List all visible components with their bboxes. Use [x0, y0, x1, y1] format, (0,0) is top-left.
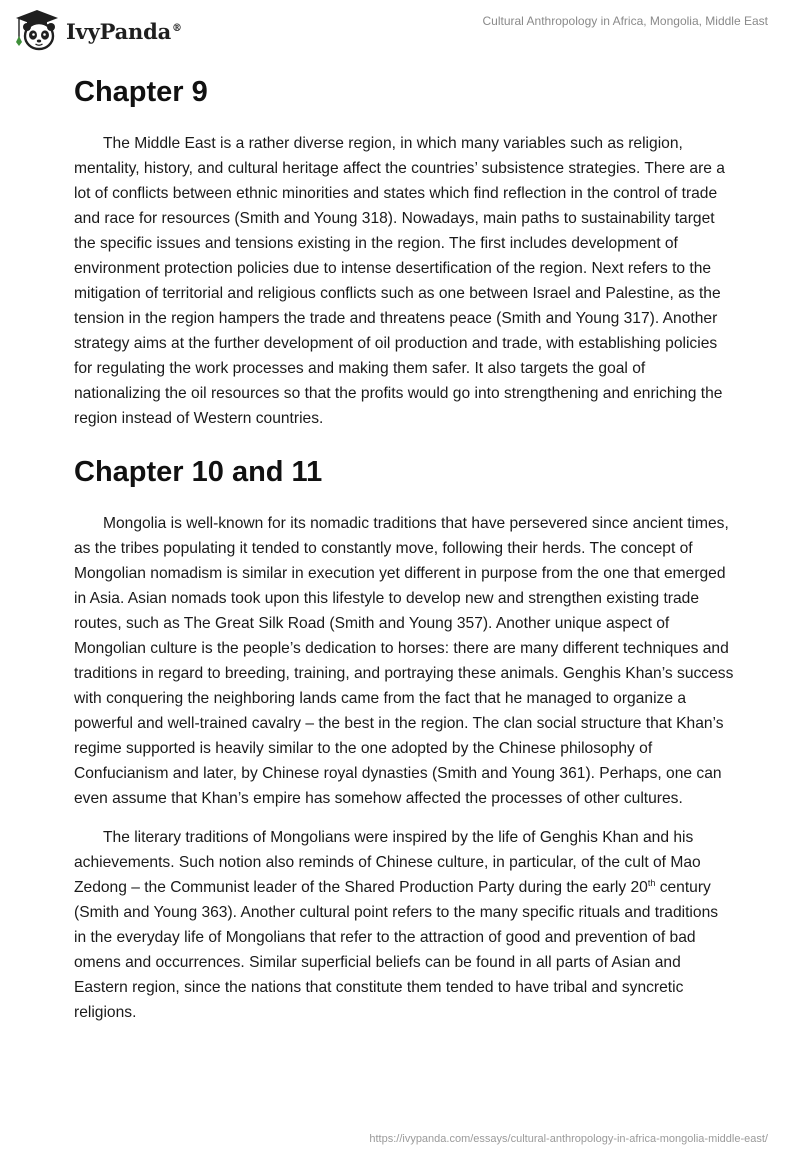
source-url[interactable]: https://ivypanda.com/essays/cultural-anthropology-in-africa-mongolia-middle-east/	[369, 1133, 768, 1145]
page-header	[0, 0, 800, 60]
ivypanda-logo[interactable]	[14, 8, 182, 52]
document-title: Cultural Anthropology in Africa, Mongolia, Middle East	[482, 14, 768, 28]
essay-body	[74, 72, 734, 1025]
paragraph: Mongolia is well-known for its nomadic traditions that have persevered since ancient times, as the tribes populating it tended to constantly move, following their herds. The concept of Mongolian nomadism is similar in execution yet different in purpose from the one that emerged in Asia. Asian nomads took upon this lifestyle to develop new and strengthen existing trade routes, such as The Great Silk Road (Smith and Young 357). Another unique aspect of Mongolian culture is the people’s dedication to horses: there are many different techniques and traditions in regard to breeding, training, and portraying these animals. Genghis Khan’s success with conquering the neighboring lands came from the fact that he managed to organize a powerful and well-trained cavalry – the best in the region. The clan social structure that Khan’s regime supported is heavily similar to the one adopted by the Chinese philosophy of Confucianism and later, by Chinese royal dynasties (Smith and Young 361). Perhaps, one can even assume that Khan’s empire has somehow affected the processes of other cultures.	[74, 515, 734, 807]
chapter-heading: Chapter 9	[74, 76, 208, 108]
section-chapter-10-11	[74, 452, 734, 1025]
section-chapter-9	[74, 72, 734, 431]
paragraph: The literary traditions of Mongolians were inspired by the life of Genghis Khan and his achievements. Such notion also reminds of Chinese culture, in particular, of the cult of Mao Zedong – the Communist leader of the Shared Production Party during the early 20th century (Smith and Young 363). Another cultural point refers to the many specific rituals and traditions in the everyday life of Mongolians that refer to the attraction of good and prevention of bad omens and occurrences. Similar superficial beliefs can be found in all parts of Asian and Eastern region, since the nations that constitute them tended to have tribal and syncretic religions.	[74, 829, 719, 1021]
logo-wordmark: IvyPanda®	[66, 18, 182, 44]
panda-graduate-icon	[14, 8, 60, 52]
paragraph: The Middle East is a rather diverse region, in which many variables such as religion, mentality, history, and cultural heritage affect the countries’ subsistence strategies. There are a lot of conflicts between ethnic minorities and states which find reflection in the control of trade and race for resources (Smith and Young 318). Nowadays, main paths to sustainability target the specific issues and tensions existing in the region. The first includes development of environment protection policies due to intense desertification of the region. Next refers to the mitigation of territorial and religious conflicts such as one between Israel and Palestine, as the tension in the region hampers the trade and threatens peace (Smith and Young 317). Another strategy aims at the further development of oil production and trade, with establishing policies for regulating the work processes and making them safer. It also targets the goal of nationalizing the oil resources so that the profits would go into strengthening and enriching the region instead of Western countries.	[74, 135, 725, 427]
chapter-heading: Chapter 10 and 11	[74, 456, 323, 488]
